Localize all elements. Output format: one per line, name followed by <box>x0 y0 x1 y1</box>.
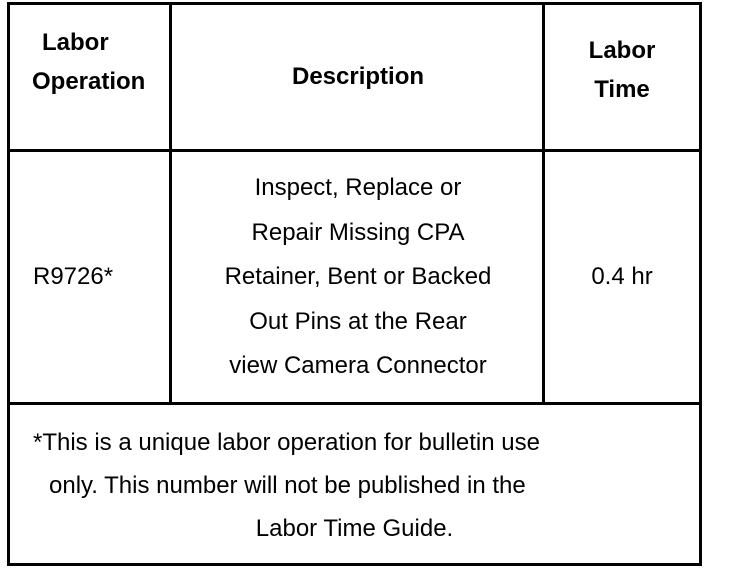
header-labor-time-line1: Labor <box>588 37 656 64</box>
description-line: Out Pins at the Rear <box>249 307 467 335</box>
footnote <box>10 407 699 563</box>
footnote-line: Labor Time Guide. <box>255 514 454 542</box>
divider-col-2 <box>542 5 545 402</box>
description-line: Inspect, Replace or <box>254 174 462 202</box>
description-line: Repair Missing CPA <box>251 218 465 246</box>
footnote-line: *This is a unique labor operation for bulletin use <box>33 428 540 456</box>
description-line: view Camera Connector <box>229 352 487 380</box>
divider-col-1 <box>169 5 172 402</box>
cell-description <box>173 153 543 402</box>
divider-footnote <box>10 402 699 405</box>
header-labor-operation <box>32 22 167 102</box>
labor-operation-table <box>7 2 702 566</box>
header-labor-time-line2: Time <box>594 76 650 103</box>
cell-labor-time <box>546 153 698 402</box>
description-line: Retainer, Bent or Backed <box>224 263 492 291</box>
labor-time-text: 0.4 hr <box>591 263 653 291</box>
footnote-line: only. This number will not be published in the <box>49 471 526 499</box>
divider-header-row <box>10 149 699 152</box>
header-labor-operation-line1: Labor <box>42 29 109 56</box>
header-description <box>173 5 543 147</box>
operation-code-text: R9726* <box>33 263 114 291</box>
cell-operation-code <box>33 153 168 402</box>
header-labor-operation-line2: Operation <box>32 68 146 95</box>
header-description-text: Description <box>291 62 425 90</box>
header-labor-time <box>546 30 698 110</box>
